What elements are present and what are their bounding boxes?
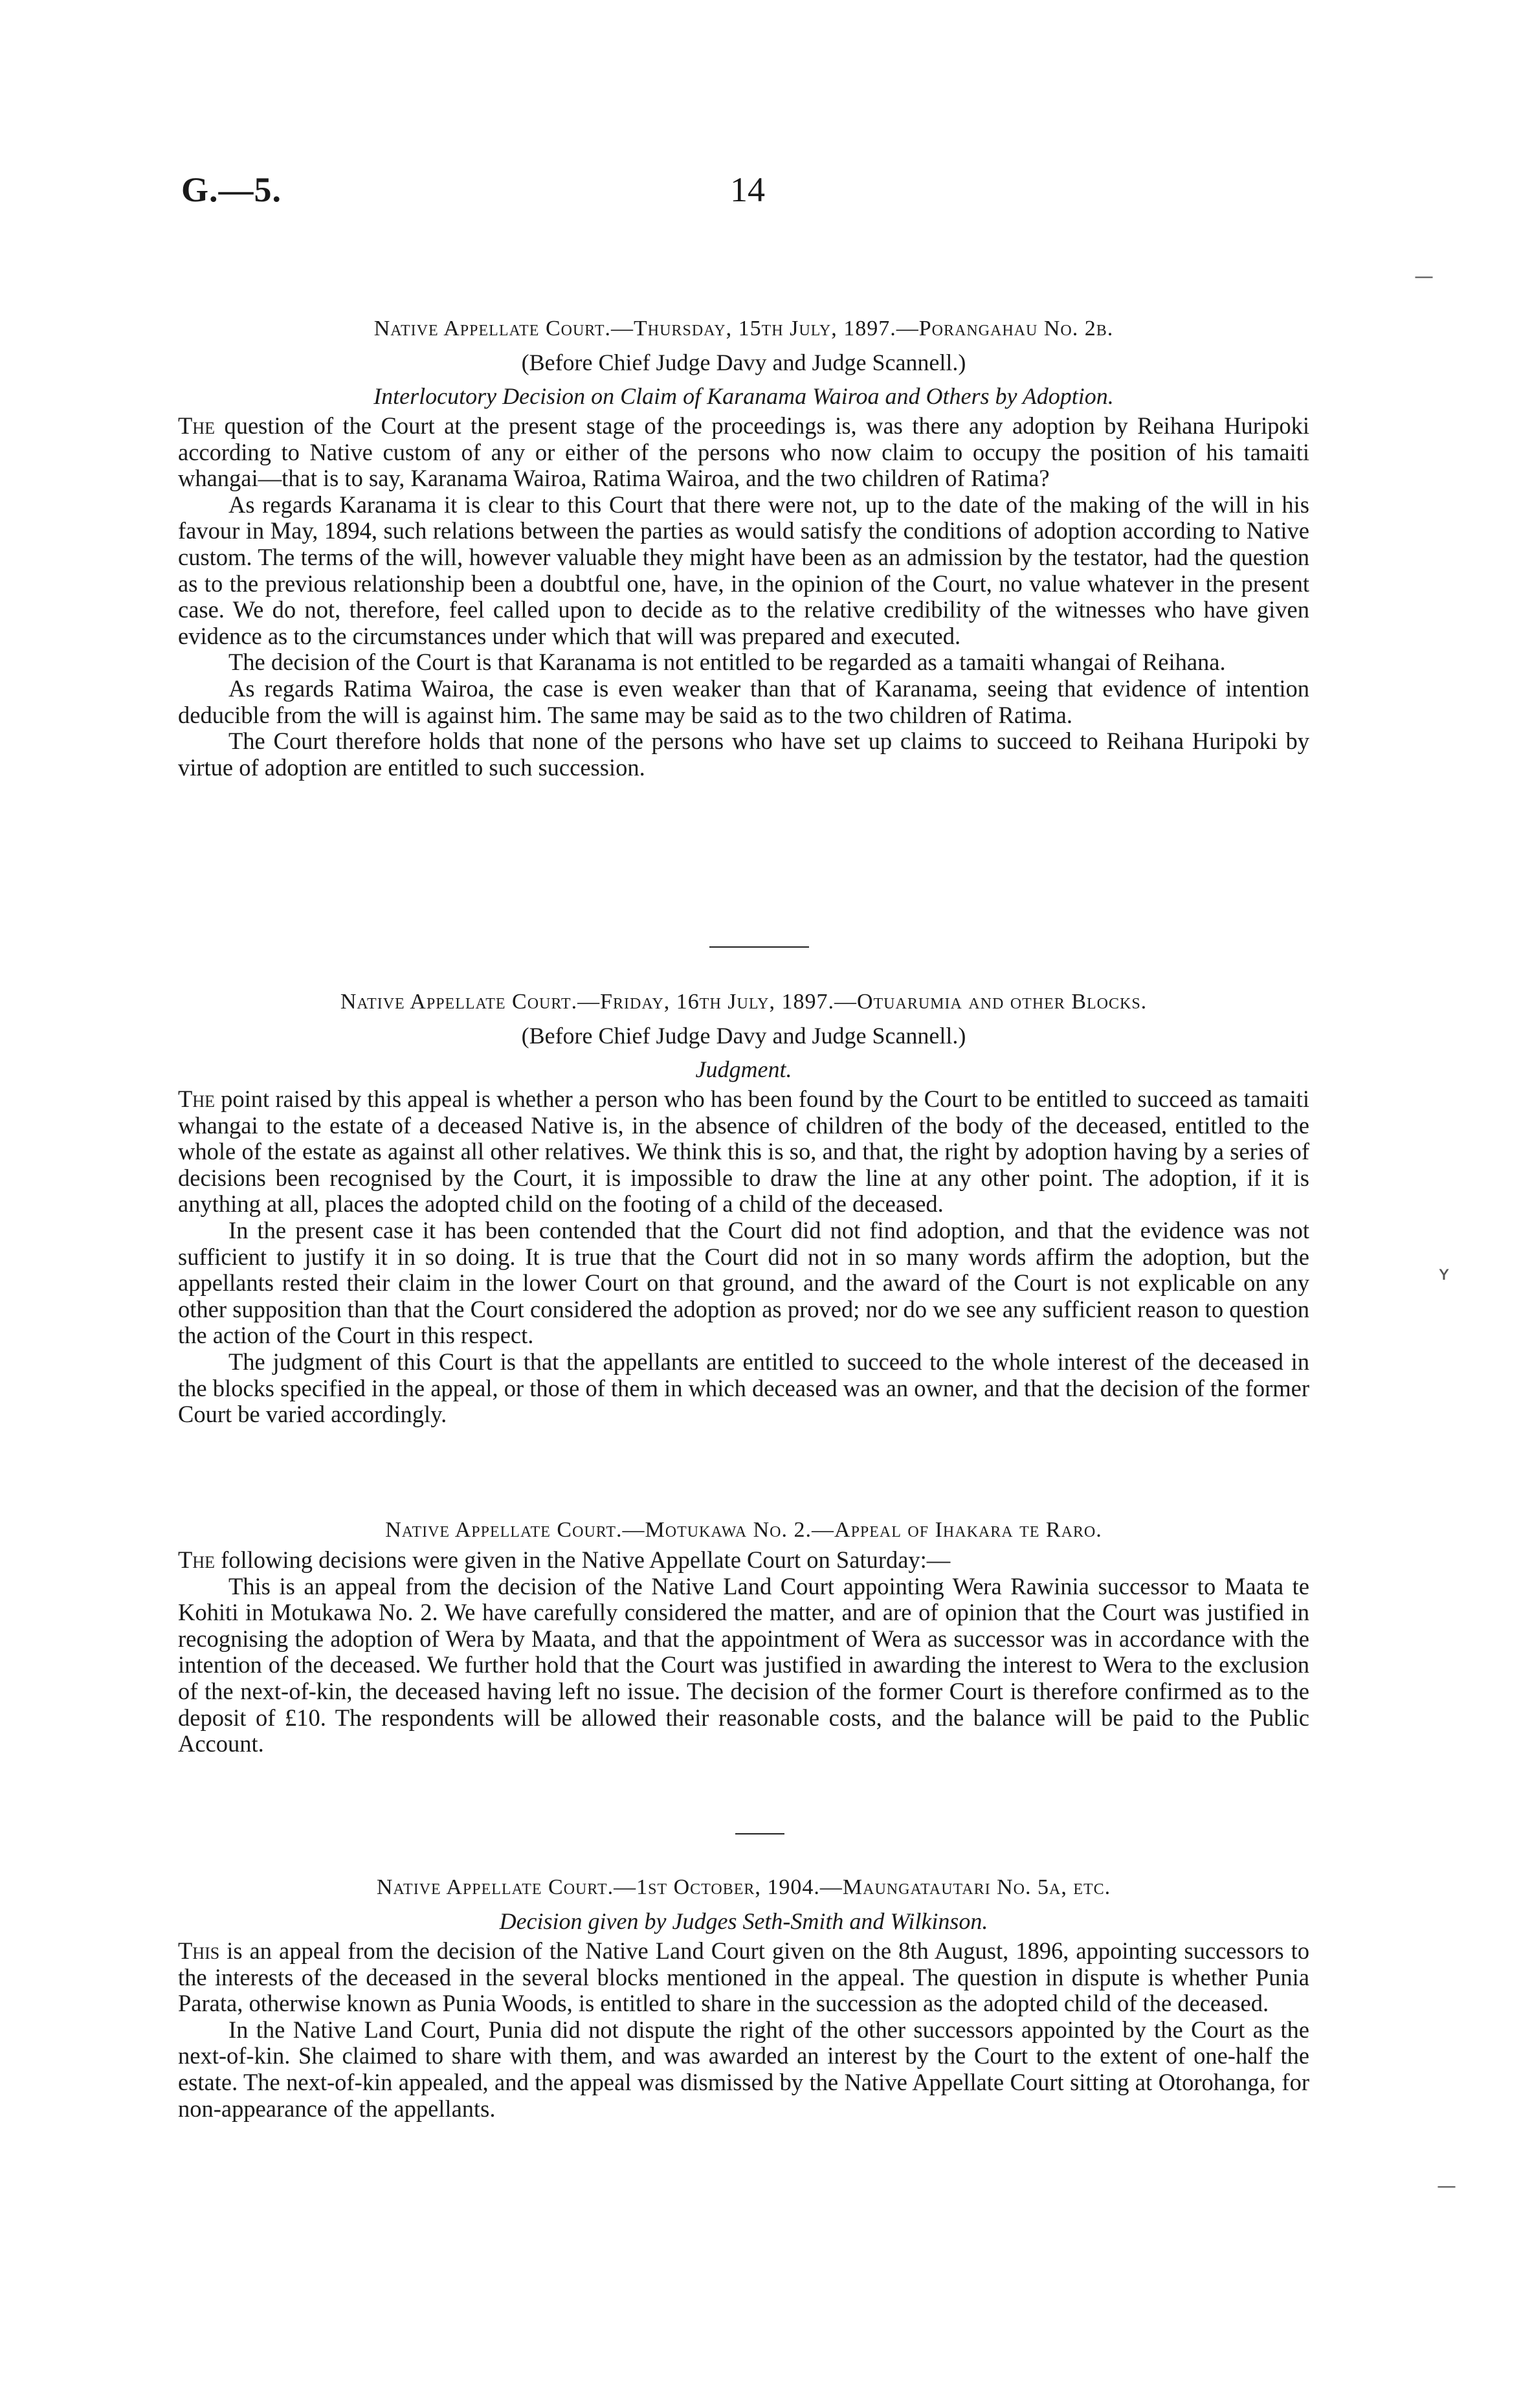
paragraph — [178, 1547, 1309, 1574]
paragraph-lead: This — [178, 1937, 220, 1964]
section-caption: Judgment. — [695, 1056, 792, 1082]
paragraph-lead: The — [178, 1086, 215, 1112]
paragraph-text: point raised by this appeal is whether a person who has been found by the Court to be entitled to succeed as tamaiti whangai to the estate of a deceased Native is, in the absence of children of the body of the deceased, entitled to the whole of the estate as against all other relatives. We think this is so, and that, the right by adoption having by a series of decisions been recognised by the Court, it is impossible to draw the line at any other point. The adoption, if it is anything at all, places the adopted child on the footing of a child of the deceased. — [178, 1086, 1309, 1218]
section-title: Native Appellate Court.—Motukawa No. 2.—Appeal of Ihakara te Raro. — [385, 1518, 1102, 1542]
section-caption: Interlocutory Decision on Claim of Karanama Wairoa and Others by Adoption. — [373, 383, 1114, 409]
document-reference: G.—5. — [181, 170, 282, 209]
paragraph-text: question of the Court at the present stage of the proceedings is, was there any adoption by Reihana Huripoki according to Native custom of any or either of the persons who now claim to occupy the position of his tamaiti whangai—that is to say, Karanama Wairoa, Ratima Wairoa, and the two children of Ratima? — [178, 412, 1309, 492]
paragraph-text: is an appeal from the decision of the Native Land Court given on the 8th August, 1896, appointing successors to the interests of the deceased in the several blocks mentioned in the appeal. The question in dispute is whether Punia Parata, otherwise known as Punia Woods, is entitled to share in the succession as the adopted child of the deceased. — [178, 1937, 1309, 2017]
section-caption: Decision given by Judges Seth-Smith and Wilkinson. — [499, 1908, 988, 1934]
section-divider — [709, 946, 809, 948]
margin-mark: — — [1437, 2175, 1456, 2198]
paragraph: As regards Karanama it is clear to this Court that there were not, up to the date of the making of the will in his favour in May, 1894, such relations between the parties as would satisfy the conditions of adoption according to Native custom. The terms of the will, however valuable they might have been as an admission by the testator, had the question as to the previous relationship been a doubtful one, have, in the opinion of the Court, no value whatever in the present case. We do not, therefore, feel called upon to decide as to the relative credibility of the witnesses who have given evidence as to the circumstances under which that will was prepared and executed. — [178, 491, 1309, 649]
page-header — [0, 170, 1521, 221]
section-title: Native Appellate Court.—1st October, 1904.—Maungatautari No. 5a, etc. — [376, 1875, 1111, 1899]
section-bench: (Before Chief Judge Davy and Judge Scannell.) — [521, 1023, 966, 1049]
margin-mark: ʏ — [1438, 1262, 1450, 1285]
section-otuarumia — [178, 985, 1309, 1428]
paragraph-lead: The — [178, 412, 215, 439]
paragraph: This is an appeal from the decision of the Native Land Court appointing Wera Rawinia successor to Maata te Kohiti in Motukawa No. 2. We have carefully considered the matter, and are of opinion that the Court was justified in recognising the adoption of Wera by Maata, and that the appointment of Wera as successor was in accordance with the intention of the deceased. We further hold that the Court was justified in awarding the interest to Wera to the exclusion of the next-of-kin, the deceased having left no issue. The decision of the former Court is therefore confirmed as to the deposit of £10. The respondents will be allowed their reasonable costs, and the balance will be paid to the Public Account. — [178, 1572, 1309, 1757]
paragraph — [178, 1086, 1309, 1218]
paragraph-lead: The — [178, 1546, 215, 1573]
paragraph: The decision of the Court is that Karanama is not entitled to be regarded as a tamaiti whangai of Reihana. — [228, 649, 1226, 676]
section-porangahau — [178, 312, 1309, 781]
paragraph: As regards Ratima Wairoa, the case is even weaker than that of Karanama, seeing that evidence of intention deducible from the will is against him. The same may be said as to the two children of Ratima. — [178, 674, 1309, 728]
paragraph — [178, 413, 1309, 492]
section-bench: (Before Chief Judge Davy and Judge Scannell.) — [521, 350, 966, 375]
paragraph-text: following decisions were given in the Native Appellate Court on Saturday:— — [214, 1546, 951, 1573]
paragraph: The Court therefore holds that none of the persons who have set up claims to succeed to Reihana Huripoki by virtue of adoption are entitled to such succession. — [178, 728, 1309, 781]
paragraph: In the present case it has been contended that the Court did not find adoption, and that the evidence was not sufficient to justify it in so doing. It is true that the Court did not in so many words affirm the adoption, but the appellants rested their claim in the lower Court on that ground, and the award of the Court is not explicable on any other supposition than that the Court considered the adoption as proved; nor do we see any sufficient reason to question the action of the Court in this respect. — [178, 1216, 1309, 1349]
section-maungatautari — [178, 1871, 1309, 2122]
section-title: Native Appellate Court.—Thursday, 15th July, 1897.—Porangahau No. 2b. — [373, 317, 1114, 340]
paragraph: The judgment of this Court is that the appellants are entitled to succeed to the whole interest of the deceased in the blocks specified in the appeal, or those of them in which deceased was an owner, and that the decision of the former Court be varied accordingly. — [178, 1348, 1309, 1428]
margin-mark: — — [1414, 265, 1434, 288]
paragraph — [178, 1938, 1309, 2017]
paragraph: In the Native Land Court, Punia did not dispute the right of the other successors appointed by the Court as the next-of-kin. She claimed to share with them, and was awarded an interest by the Court to the extent of one-half the estate. The next-of-kin appealed, and the appeal was dismissed by the Native Appellate Court sitting at Otorohanga, for non-appearance of the appellants. — [178, 2016, 1309, 2122]
section-divider — [735, 1833, 784, 1834]
section-motukawa — [178, 1513, 1309, 1757]
page-number: 14 — [730, 170, 765, 209]
section-title: Native Appellate Court.—Friday, 16th July, 1897.—Otuarumia and other Blocks. — [340, 990, 1148, 1014]
